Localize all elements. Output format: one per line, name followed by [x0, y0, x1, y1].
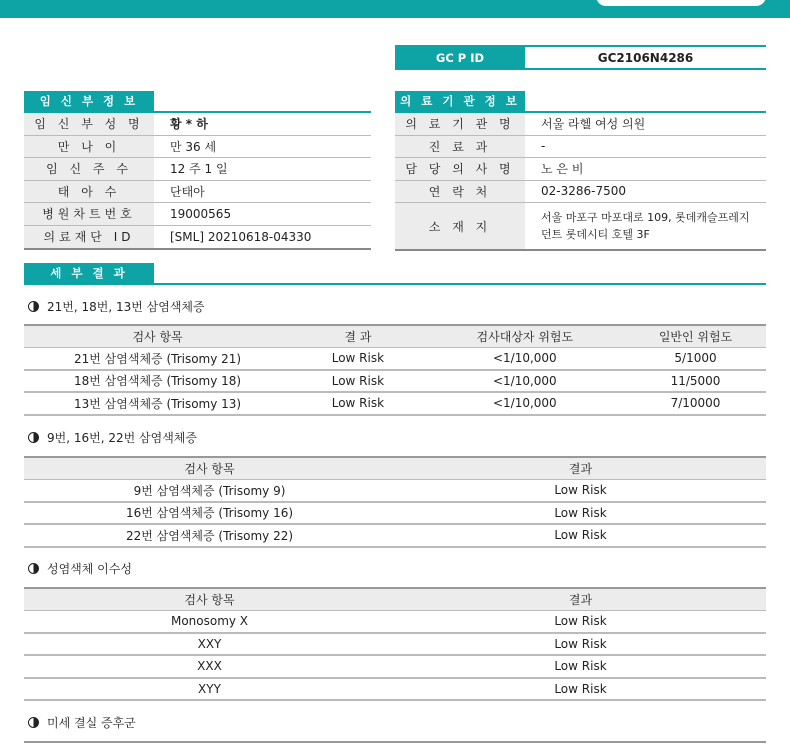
sec2-title: [28, 429, 197, 446]
patient-info-value: [SML] 20210618-04330: [170, 229, 312, 244]
sec2-header-row: [24, 457, 766, 479]
divider: [24, 741, 766, 743]
clinic-info-row: [395, 181, 766, 204]
half-circle-icon: [28, 301, 39, 312]
sec2-title-text: 9번, 16번, 22번 삼염색체증: [47, 431, 197, 445]
top-bar: [0, 0, 790, 18]
clinic-info-key: 진 료 과: [395, 136, 525, 158]
sec3-row: [24, 655, 766, 678]
half-circle-icon: [28, 563, 39, 574]
sec3-cell: XXX: [24, 655, 395, 678]
sec1-column-header: 결 과: [291, 325, 425, 347]
gcpid-box: [395, 45, 766, 70]
sec1-cell: 7/10000: [625, 392, 766, 415]
sec3-row: [24, 678, 766, 701]
details-header-label: 세 부 결 과: [24, 263, 154, 283]
patient-header-label: 임 신 부 정 보: [24, 91, 154, 111]
details-header: [24, 263, 766, 285]
sec1-column-header: 일반인 위험도: [625, 325, 766, 347]
sec3-title-text: 성염색체 이수성: [47, 562, 132, 576]
patient-header: [24, 91, 371, 113]
clinic-info-table: [395, 113, 766, 251]
sec2-cell: Low Risk: [395, 524, 766, 547]
gcpid-label: GC P ID: [395, 47, 525, 68]
clinic-info-key: 소 재 지: [395, 203, 525, 249]
sec2-row: [24, 502, 766, 525]
patient-info-value: 단태아: [170, 184, 205, 199]
sec1-cell: <1/10,000: [425, 392, 625, 415]
sec3-cell: XXY: [24, 633, 395, 656]
patient-info-key: 태 아 수: [24, 181, 154, 203]
clinic-info-key: 담 당 의 사 명: [395, 158, 525, 180]
sec1-title: [28, 298, 205, 315]
clinic-info-row: [395, 158, 766, 181]
sec2-cell: Low Risk: [395, 502, 766, 525]
sec2-table: [24, 456, 766, 548]
sec3-cell: Low Risk: [395, 678, 766, 701]
sec1-cell: <1/10,000: [425, 347, 625, 370]
sec3-row: [24, 610, 766, 633]
clinic-header: [395, 91, 766, 113]
patient-info-key: 만 나 이: [24, 136, 154, 158]
sec3-column-header: 검사 항목: [24, 588, 395, 610]
sec4-title: [28, 714, 136, 731]
patient-info-key: 병원차트번호: [24, 203, 154, 225]
sec4-title-text: 미세 결실 증후군: [47, 716, 136, 730]
gcpid-value: GC2106N4286: [597, 50, 694, 65]
half-circle-icon: [28, 717, 39, 728]
clinic-header-label: 의 료 기 관 정 보: [395, 91, 525, 111]
patient-info-value: 황 * 하: [170, 117, 208, 132]
sec2-column-header: 검사 항목: [24, 457, 395, 479]
sec3-cell: Low Risk: [395, 655, 766, 678]
sec3-column-header: 결과: [395, 588, 766, 610]
sec1-column-header: 검사대상자 위험도: [425, 325, 625, 347]
sec3-header-row: [24, 588, 766, 610]
sec1-cell: Low Risk: [291, 392, 425, 415]
sec1-header-row: [24, 325, 766, 347]
sec1-cell: 13번 삼염색체증 (Trisomy 13): [24, 392, 291, 415]
sec3-cell: Low Risk: [395, 610, 766, 633]
sec1-row: [24, 392, 766, 415]
clinic-info-row: [395, 203, 766, 249]
patient-info-row: [24, 113, 371, 136]
sec1-cell: 21번 삼염색체증 (Trisomy 21): [24, 347, 291, 370]
clinic-info-value: 서울 라헬 여성 의원: [541, 117, 646, 132]
sec1-cell: Low Risk: [291, 347, 425, 370]
patient-info-key: 임 신 부 성 명: [24, 113, 154, 135]
sec1-cell: <1/10,000: [425, 370, 625, 393]
patient-info-value: 만 36 세: [170, 139, 217, 154]
sec3-cell: Monosomy X: [24, 610, 395, 633]
patient-info-key: 임 신 주 수: [24, 158, 154, 180]
half-circle-icon: [28, 432, 39, 443]
sec1-column-header: 검사 항목: [24, 325, 291, 347]
clinic-info-key: 의 료 기 관 명: [395, 113, 525, 135]
patient-info-row: [24, 226, 371, 249]
sec2-row: [24, 524, 766, 547]
patient-info-table: [24, 113, 371, 250]
sec1-cell: 5/1000: [625, 347, 766, 370]
sec3-title: [28, 560, 132, 577]
sec1-cell: 11/5000: [625, 370, 766, 393]
clinic-info-key: 연 락 처: [395, 181, 525, 203]
sec2-row: [24, 479, 766, 502]
clinic-info-value: -: [541, 139, 546, 154]
sec1-table: [24, 324, 766, 416]
clinic-info-row: [395, 113, 766, 136]
sec3-table: [24, 587, 766, 701]
sec2-column-header: 결과: [395, 457, 766, 479]
sec1-title-text: 21번, 18번, 13번 삼염색체증: [47, 300, 205, 314]
sec2-cell: Low Risk: [395, 479, 766, 502]
patient-info-value: 12 주 1 일: [170, 162, 228, 177]
clinic-info-row: [395, 136, 766, 159]
clinic-info-value: 노 은 비: [541, 162, 584, 177]
patient-info-row: [24, 136, 371, 159]
patient-info-row: [24, 158, 371, 181]
sec2-cell: 9번 삼염색체증 (Trisomy 9): [24, 479, 395, 502]
sec1-cell: Low Risk: [291, 370, 425, 393]
clinic-info-value: 서울 마포구 마포대로 109, 롯데캐슬프레지던트 롯데시티 호텔 3F: [541, 211, 750, 241]
sec3-row: [24, 633, 766, 656]
sec1-row: [24, 347, 766, 370]
patient-info-value: 19000565: [170, 206, 232, 221]
clinic-info-value: 02-3286-7500: [541, 184, 627, 199]
sec1-row: [24, 370, 766, 393]
patient-info-key: 의료재단 ID: [24, 226, 154, 249]
patient-info-row: [24, 181, 371, 204]
sec2-cell: 16번 삼염색체증 (Trisomy 16): [24, 502, 395, 525]
patient-info-row: [24, 203, 371, 226]
sec2-cell: 22번 삼염색체증 (Trisomy 22): [24, 524, 395, 547]
sec3-cell: Low Risk: [395, 633, 766, 656]
sec3-cell: XYY: [24, 678, 395, 701]
sec1-cell: 18번 삼염색체증 (Trisomy 18): [24, 370, 291, 393]
top-pill: [596, 0, 766, 6]
